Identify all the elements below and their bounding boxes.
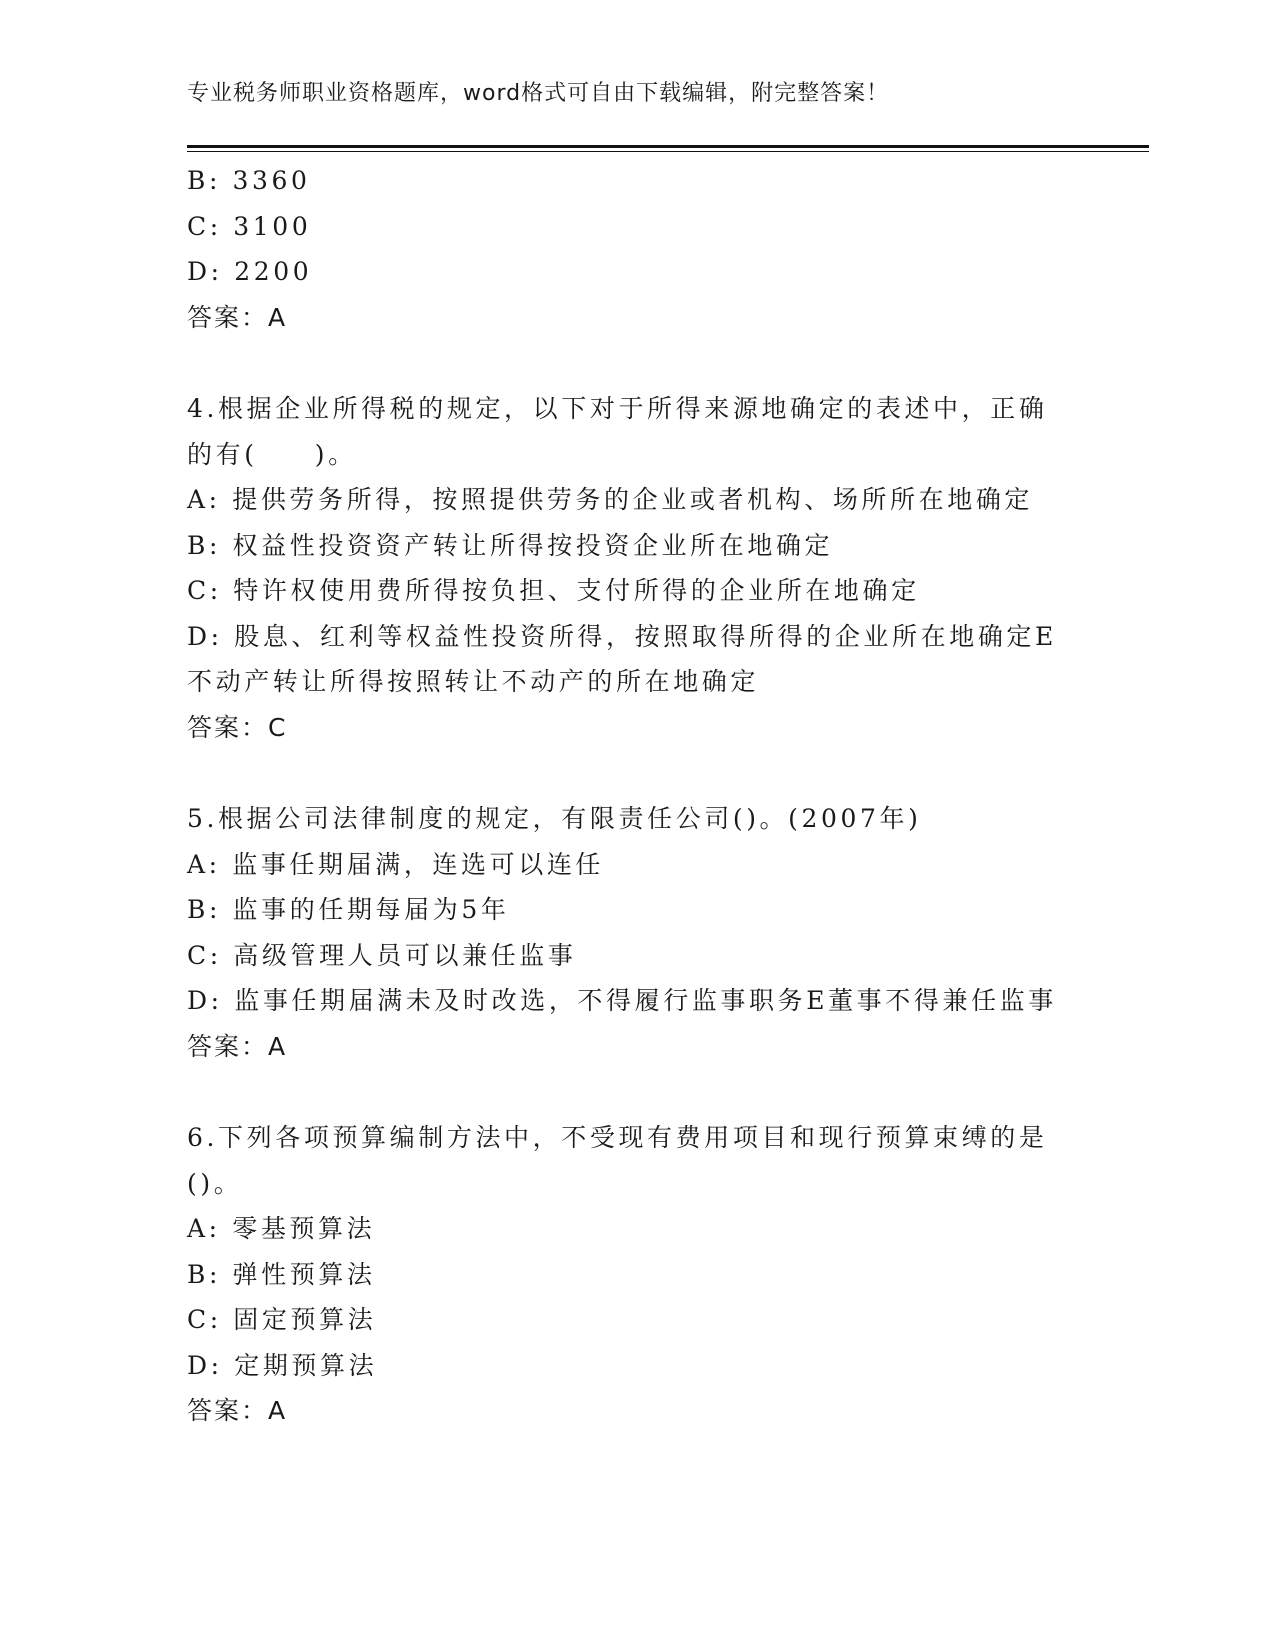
option-a: A: 提供劳务所得，按照提供劳务的企业或者机构、场所所在地确定	[187, 485, 1034, 514]
option-c: C: 3100	[187, 211, 312, 241]
option-b: B: 监事的任期每届为5年	[187, 895, 510, 924]
question-text-continued: ()。	[187, 1168, 243, 1198]
option-d: D: 股息、红利等权益性投资所得，按照取得所得的企业所在地确定E	[187, 621, 1057, 651]
option-a: A: 监事任期届满，连选可以连任	[187, 849, 605, 879]
option-d-continued: 不动产转让所得按照转让不动产的所在地确定	[187, 667, 760, 696]
spacer	[187, 1069, 1087, 1115]
option-b: B: 3360	[187, 166, 311, 195]
option-a: A: 零基预算法	[187, 1214, 376, 1243]
option-c: C: 高级管理人员可以兼任监事	[187, 940, 577, 970]
question-block-6	[187, 1115, 1087, 1434]
question-block-5	[187, 796, 1087, 1069]
option-d: D: 2200	[187, 257, 313, 286]
option-c: C: 特许权使用费所得按负担、支付所得的企业所在地确定	[187, 576, 920, 605]
question-text: 4.根据企业所得税的规定，以下对于所得来源地确定的表述中，正确	[187, 394, 1048, 423]
header-rule-thick	[187, 145, 1149, 148]
question-text: 5.根据公司法律制度的规定，有限责任公司()。(2007年)	[187, 804, 922, 833]
page-header: 专业税务师职业资格题库，word格式可自由下载编辑，附完整答案！	[187, 81, 890, 106]
option-b: B: 权益性投资资产转让所得按投资企业所在地确定	[187, 530, 834, 560]
answer-line: 答案：A	[187, 1396, 288, 1425]
question-block-3-tail	[187, 158, 1087, 340]
document-body	[187, 158, 1087, 1434]
question-text-continued: 的有( )。	[187, 439, 357, 469]
answer-line: 答案：A	[187, 302, 288, 332]
answer-line: 答案：A	[187, 1031, 288, 1061]
option-d: D: 监事任期届满未及时改选，不得履行监事职务E董事不得兼任监事	[187, 986, 1057, 1015]
spacer	[187, 750, 1087, 796]
option-d: D: 定期预算法	[187, 1350, 378, 1380]
option-b: B: 弹性预算法	[187, 1259, 376, 1289]
spacer	[187, 340, 1087, 386]
answer-line: 答案：C	[187, 712, 288, 742]
question-block-4	[187, 386, 1087, 750]
option-c: C: 固定预算法	[187, 1305, 377, 1334]
header-rule-thin	[187, 151, 1149, 152]
question-text: 6.下列各项预算编制方法中，不受现有费用项目和现行预算束缚的是	[187, 1123, 1048, 1152]
